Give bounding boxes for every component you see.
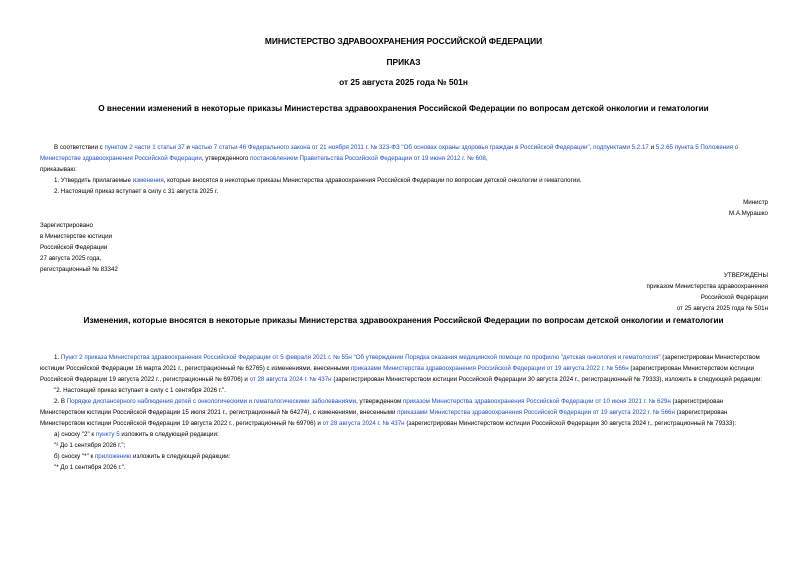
approval-line: от 25 августа 2025 года № 501н <box>676 305 768 312</box>
document-title: О внесении изменений в некоторые приказы Министерства здравоохранения Российской Федерации по вопросам детской онкологии и гематологии <box>98 104 709 113</box>
appendix-link[interactable]: приложению <box>94 453 132 460</box>
registration-line: Зарегистрировано <box>40 222 93 229</box>
law-link[interactable]: пунктом 2 части 1 статьи 37 <box>104 144 185 151</box>
approval-line: УТВЕРЖДЕНЫ <box>724 272 768 279</box>
order-link[interactable]: Пункт 2 приказа Министерства здравоохранения Российской Федерации от 5 февраля 2021 г. № 55н "Об утверждении Порядка оказания медицинской помощи по профилю "детская онкология и гематология" <box>60 354 661 361</box>
signature-block <box>560 197 768 219</box>
approval-line: Российской Федерации <box>700 294 768 301</box>
change-2-sub-a: а) сноску "2" к пункту 5 изложить в следующей редакции: <box>54 431 219 438</box>
order-item-2: 2. Настоящий приказ вступает в силу с 31 августа 2025 г. <box>54 188 219 195</box>
preamble <box>40 142 768 197</box>
order-link[interactable]: приказом Министерства здравоохранения Российской Федерации от 10 июня 2021 г. № 629н <box>403 398 671 405</box>
registration-block <box>40 220 240 275</box>
doc-date-number: от 25 августа 2025 года № 501н <box>339 77 468 87</box>
change-1-quote: "2. Настоящий приказ вступает в силу с 1 сентября 2026 г.". <box>54 387 226 394</box>
signer-position: Министр <box>743 199 768 206</box>
preamble-paragraph: В соответствии с пунктом 2 части 1 статьи 37 и частью 7 статьи 46 Федерального закона от 21 ноября 2011 г. № 323-ФЗ "Об основах охраны здоровья граждан в Российской Федерации", подпунктами 5.2.17 и 5.2.65 пункта 5 Положения о Министерстве здравоохранения Российской Федерации, утвержденного постановлением Правительства Российской Федерации от 19 июня 2012 г. № 608, <box>40 144 739 162</box>
change-2-sub-b: б) сноску "*" к приложению изложить в следующей редакции: <box>54 453 231 460</box>
changes-title: Изменения, которые вносятся в некоторые приказы Министерства здравоохранения Российской Федерации по вопросам детской онкологии и гематологии <box>83 316 724 325</box>
registration-line: регистрационный № 83342 <box>40 266 118 273</box>
order-link[interactable]: приказами Министерства здравоохранения Российской Федерации от 19 августа 2022 г. № 566н <box>397 409 675 416</box>
signer-name: М.А.Мурашко <box>728 210 768 217</box>
approval-line: приказом Министерства здравоохранения <box>646 283 768 290</box>
order-link[interactable]: от 28 августа 2024 г. № 437н <box>249 376 332 383</box>
procedure-link[interactable]: Порядке диспансерного наблюдения детей с онкологическими и гематологическими заболеваниями <box>66 398 357 405</box>
order-item-1: 1. Утвердить прилагаемые изменения, которые вносятся в некоторые приказы Министерства здравоохранения Российской Федерации по вопросам детской онкологии и гематологии. <box>54 177 582 184</box>
registration-line: 27 августа 2025 года, <box>40 255 102 262</box>
law-link[interactable]: частью 7 статьи 46 Федерального закона от 21 ноября 2011 г. № 323-ФЗ "Об основах охраны здоровья граждан в Российской Федерации" <box>191 144 590 151</box>
change-item-2: 2. В Порядке диспансерного наблюдения детей с онкологическими и гематологическими заболеваниями, утвержденном приказом Министерства здравоохранения Российской Федерации от 10 июня 2021 г. № 629н (зарегистрирован Министерством юстиции Российской Федерации 15 июля 2021 г., регистрационный № 64274), с изменениями, внесенными приказами Министерства здравоохранения Российской Федерации от 19 августа 2022 г. № 566н (зарегистрирован Министерством юстиции Российской Федерации 19 августа 2022 г., регистрационный № 69706) и от 28 августа 2024 г. № 437н (зарегистрирован Министерством юстиции Российской Федерации 30 августа 2024 г., регистрационный № 79333): <box>40 398 737 427</box>
order-link[interactable]: приказами Министерства здравоохранения Российской Федерации от 19 августа 2022 г. № 566н <box>350 365 629 372</box>
order-word: приказываю: <box>40 166 77 173</box>
change-item-1: 1. Пункт 2 приказа Министерства здравоохранения Российской Федерации от 5 февраля 2021 г. № 55н "Об утверждении Порядка оказания медицинской помощи по профилю "детская онкология и гематология" (зарегистрирован Министерством юстиции Российской Федерации 16 марта 2021 г., регистрационный № 62765) с изменениями, внесенными приказами Министерства здравоохранения Российской Федерации от 19 августа 2022 г. № 566н (зарегистрирован Министерством юстиции Российской Федерации 19 августа 2022 г., регистрационный № 69706) и от 28 августа 2024 г. № 437н (зарегистрирован Министерством юстиции Российской Федерации 30 августа 2024 г., регистрационный № 79333), изложить в следующей редакции: <box>40 354 763 383</box>
approval-block <box>540 270 768 314</box>
clause-link[interactable]: пункту 5 <box>95 431 120 438</box>
ministry-heading: МИНИСТЕРСТВО ЗДРАВООХРАНЕНИЯ РОССИЙСКОЙ ФЕДЕРАЦИИ <box>264 36 543 46</box>
law-link[interactable]: постановлением Правительства Российской Федерации от 19 июня 2012 г. № 608 <box>250 155 486 162</box>
change-2-sub-a-quote: "² До 1 сентября 2026 г."; <box>54 442 126 449</box>
change-2-sub-b-quote: "* До 1 сентября 2026 г.". <box>54 464 126 471</box>
doc-type-heading: ПРИКАЗ <box>386 57 421 67</box>
law-link[interactable]: подпунктами 5.2.17 <box>593 144 649 151</box>
law-link[interactable]: 5.2.65 пункта 5 Положения о Министерстве здравоохранения Российской Федерации <box>40 144 739 162</box>
changes-body <box>40 352 768 473</box>
changes-link[interactable]: изменения <box>132 177 164 184</box>
registration-line: в Министерстве юстиции <box>40 233 113 240</box>
registration-line: Российской Федерации <box>40 244 108 251</box>
order-link[interactable]: от 28 августа 2024 г. № 437н <box>322 420 405 427</box>
